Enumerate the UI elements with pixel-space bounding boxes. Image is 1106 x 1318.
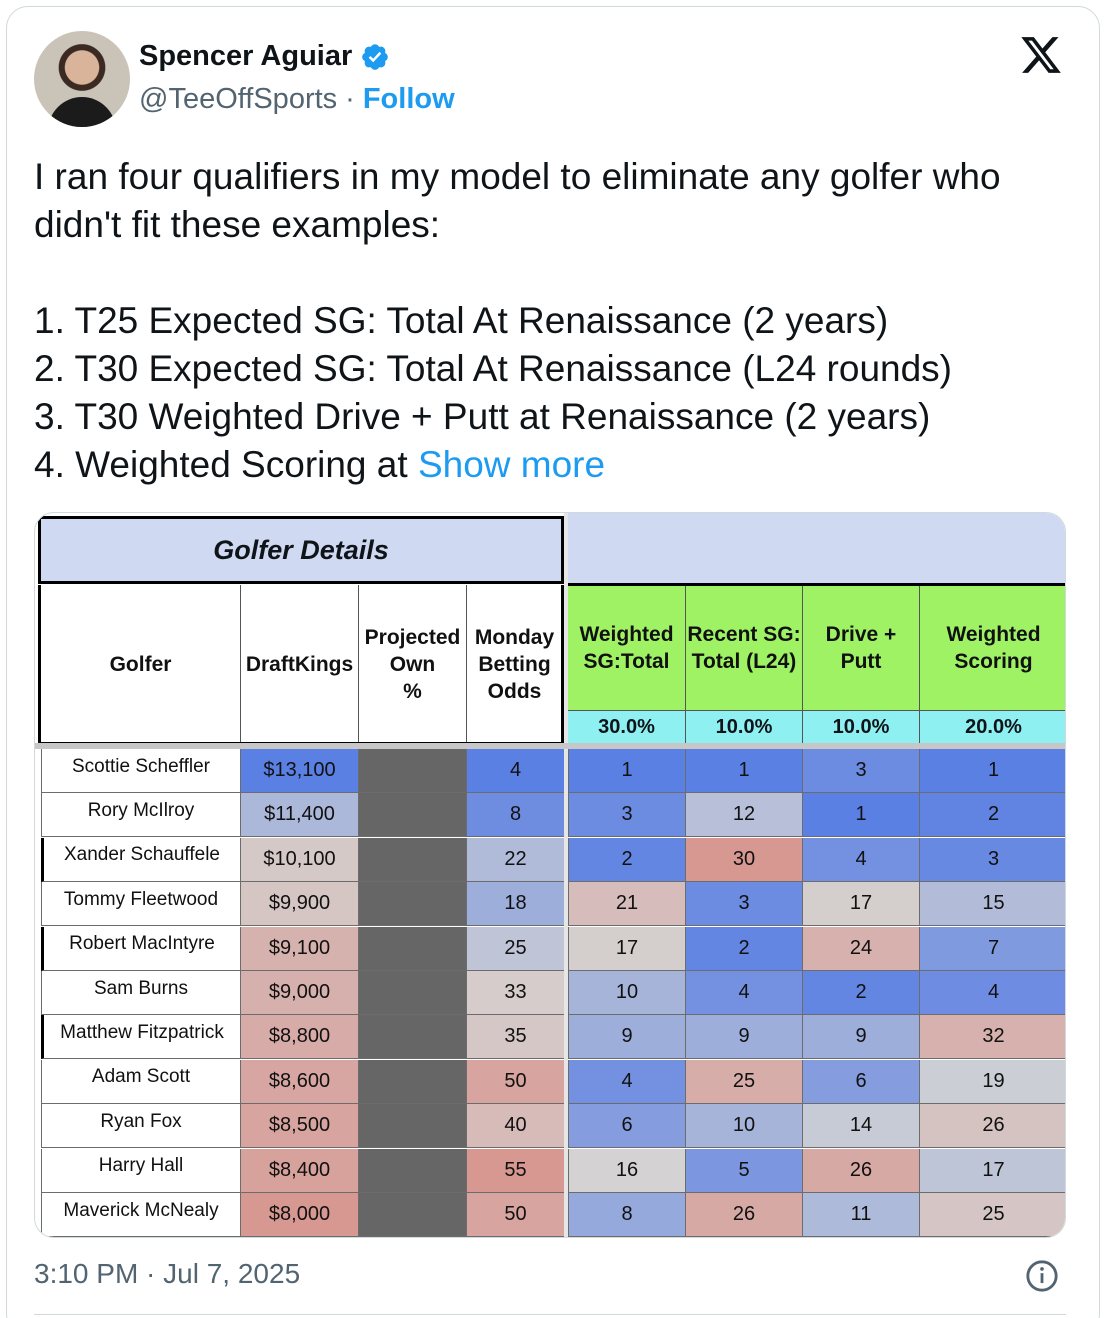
cell-golfer: Maverick McNealy: [41, 1193, 240, 1237]
follow-button[interactable]: Follow: [362, 83, 455, 115]
cell-weighted-sg: 16: [568, 1149, 685, 1193]
cell-draftkings: $9,000: [240, 971, 358, 1015]
cell-projected-own: [358, 1060, 466, 1104]
header-line: SG:Total: [583, 650, 670, 673]
weight-pct: 30.0%: [568, 710, 685, 743]
cell-draftkings: $9,100: [240, 927, 358, 971]
cell-golfer: Robert MacIntyre: [41, 927, 240, 971]
cell-weighted-sg: 1: [568, 749, 685, 793]
cell-weighted-scoring: 7: [919, 927, 1066, 971]
cell-odds: 50: [466, 1193, 564, 1237]
timestamp[interactable]: 3:10 PM · Jul 7, 2025: [34, 1258, 301, 1289]
cell-weighted-scoring: 17: [919, 1149, 1066, 1193]
tweet-line-text: 4. Weighted Scoring at: [34, 444, 418, 485]
header-line: Own: [389, 652, 436, 676]
tweet-text: [34, 153, 1074, 489]
tweet-line: 1. T25 Expected SG: Total At Renaissance (2 years): [34, 300, 889, 341]
show-more-link[interactable]: Show more: [417, 444, 606, 485]
cell-weighted-scoring: 15: [919, 882, 1066, 926]
header-line: Odds: [487, 679, 542, 703]
header-line: Drive +: [825, 623, 897, 646]
weight-pct: 10.0%: [802, 710, 919, 743]
cell-weighted-sg: 8: [568, 1193, 685, 1237]
header-weighted-sg: [568, 586, 685, 710]
header-line: Scoring: [954, 650, 1033, 673]
cell-weighted-sg: 9: [568, 1015, 685, 1059]
cell-recent-sg: 4: [685, 971, 802, 1015]
media-table-image[interactable]: [34, 512, 1066, 1238]
cell-projected-own: [358, 749, 466, 793]
cell-golfer: Harry Hall: [41, 1149, 240, 1193]
cell-recent-sg: 10: [685, 1104, 802, 1148]
header-line: Weighted: [579, 623, 674, 646]
cell-recent-sg: 26: [685, 1193, 802, 1237]
separator-dot: ·: [345, 83, 355, 115]
cell-weighted-sg: 6: [568, 1104, 685, 1148]
cell-weighted-sg: 21: [568, 882, 685, 926]
cell-drive-putt: 3: [802, 749, 919, 793]
cell-weighted-sg: 17: [568, 927, 685, 971]
cell-drive-putt: 9: [802, 1015, 919, 1059]
verified-badge-icon: [360, 42, 390, 72]
cell-draftkings: $9,900: [240, 882, 358, 926]
cell-weighted-scoring: 32: [919, 1015, 1066, 1059]
header-drive-putt: [802, 586, 919, 710]
cell-projected-own: [358, 793, 466, 837]
cell-weighted-sg: 3: [568, 793, 685, 837]
cell-projected-own: [358, 838, 466, 882]
cell-projected-own: [358, 971, 466, 1015]
header-line: Recent SG:: [687, 623, 801, 646]
cell-golfer: Matthew Fitzpatrick: [41, 1015, 240, 1059]
cell-draftkings: $13,100: [240, 749, 358, 793]
cell-weighted-scoring: 3: [919, 838, 1066, 882]
tweet-line: I ran four qualifiers in my model to eliminate any golfer who: [34, 156, 1001, 197]
cell-recent-sg: 5: [685, 1149, 802, 1193]
cell-weighted-scoring: 2: [919, 793, 1066, 837]
cell-odds: 4: [466, 749, 564, 793]
cell-recent-sg: 9: [685, 1015, 802, 1059]
header-frame: [38, 585, 564, 745]
header-recent-sg: [685, 586, 802, 710]
cell-weighted-sg: 10: [568, 971, 685, 1015]
cell-drive-putt: 24: [802, 927, 919, 971]
header-line: Putt: [840, 650, 882, 673]
section-header-band: [568, 513, 1066, 585]
cell-draftkings: $8,400: [240, 1149, 358, 1193]
cell-golfer: Tommy Fleetwood: [41, 882, 240, 926]
avatar[interactable]: [34, 31, 130, 127]
cell-weighted-scoring: 1: [919, 749, 1066, 793]
cell-draftkings: $11,400: [240, 793, 358, 837]
cell-draftkings: $8,000: [240, 1193, 358, 1237]
cell-drive-putt: 17: [802, 882, 919, 926]
header-line: Weighted: [946, 623, 1041, 646]
cell-draftkings: $8,500: [240, 1104, 358, 1148]
cell-drive-putt: 14: [802, 1104, 919, 1148]
x-logo-icon[interactable]: [1018, 33, 1064, 77]
cell-golfer: Adam Scott: [41, 1060, 240, 1104]
cell-drive-putt: 4: [802, 838, 919, 882]
handle[interactable]: @TeeOffSports: [139, 83, 338, 115]
cell-drive-putt: 2: [802, 971, 919, 1015]
header-draftkings: DraftKings: [240, 585, 358, 743]
author-name-row: [139, 40, 390, 73]
tweet-line-last: [34, 441, 1074, 489]
cell-recent-sg: 2: [685, 927, 802, 971]
cell-weighted-sg: 2: [568, 838, 685, 882]
cell-draftkings: $10,100: [240, 838, 358, 882]
handle-row: [139, 83, 455, 116]
cell-golfer: Sam Burns: [41, 971, 240, 1015]
cell-projected-own: [358, 1193, 466, 1237]
cell-weighted-sg: 4: [568, 1060, 685, 1104]
cell-drive-putt: 6: [802, 1060, 919, 1104]
display-name[interactable]: Spencer Aguiar: [139, 40, 353, 72]
cell-weighted-scoring: 19: [919, 1060, 1066, 1104]
cell-recent-sg: 1: [685, 749, 802, 793]
cell-recent-sg: 25: [685, 1060, 802, 1104]
cell-odds: 40: [466, 1104, 564, 1148]
header-golfer: Golfer: [109, 652, 172, 676]
weight-pct: 10.0%: [685, 710, 802, 743]
cell-weighted-scoring: 25: [919, 1193, 1066, 1237]
cell-projected-own: [358, 1149, 466, 1193]
tweet-line: 3. T30 Weighted Drive + Putt at Renaissance (2 years): [34, 396, 931, 437]
cell-odds: 8: [466, 793, 564, 837]
cell-projected-own: [358, 882, 466, 926]
cell-drive-putt: 11: [802, 1193, 919, 1237]
cell-weighted-scoring: 4: [919, 971, 1066, 1015]
cell-recent-sg: 30: [685, 838, 802, 882]
section-title: Golfer Details: [38, 516, 564, 584]
tweet-line: didn't fit these examples:: [34, 204, 441, 245]
info-icon[interactable]: [1025, 1259, 1059, 1293]
header-line: Betting: [478, 652, 551, 676]
cell-odds: 22: [466, 838, 564, 882]
cell-odds: 18: [466, 882, 564, 926]
header-line: Total (L24): [691, 650, 797, 673]
cell-odds: 55: [466, 1149, 564, 1193]
cell-projected-own: [358, 927, 466, 971]
cell-projected-own: [358, 1015, 466, 1059]
footer-divider: [34, 1314, 1066, 1315]
header-weighted-scoring: [919, 586, 1066, 710]
header-line: Monday: [474, 625, 555, 649]
header-line: %: [403, 679, 422, 703]
cell-odds: 25: [466, 927, 564, 971]
cell-draftkings: $8,800: [240, 1015, 358, 1059]
cell-drive-putt: 26: [802, 1149, 919, 1193]
header-line: Projected: [364, 625, 461, 649]
cell-recent-sg: 3: [685, 882, 802, 926]
cell-draftkings: $8,600: [240, 1060, 358, 1104]
cell-weighted-scoring: 26: [919, 1104, 1066, 1148]
cell-golfer: Rory McIlroy: [41, 793, 240, 837]
cell-golfer: Ryan Fox: [41, 1104, 240, 1148]
cell-recent-sg: 12: [685, 793, 802, 837]
tweet-line: 2. T30 Expected SG: Total At Renaissance (L24 rounds): [34, 348, 953, 389]
cell-golfer: Xander Schauffele: [41, 838, 240, 882]
tweet-line: [34, 249, 1074, 297]
cell-golfer: Scottie Scheffler: [41, 749, 240, 793]
cell-drive-putt: 1: [802, 793, 919, 837]
cell-odds: 33: [466, 971, 564, 1015]
cell-projected-own: [358, 1104, 466, 1148]
weight-pct: 20.0%: [919, 710, 1066, 743]
cell-odds: 50: [466, 1060, 564, 1104]
cell-odds: 35: [466, 1015, 564, 1059]
